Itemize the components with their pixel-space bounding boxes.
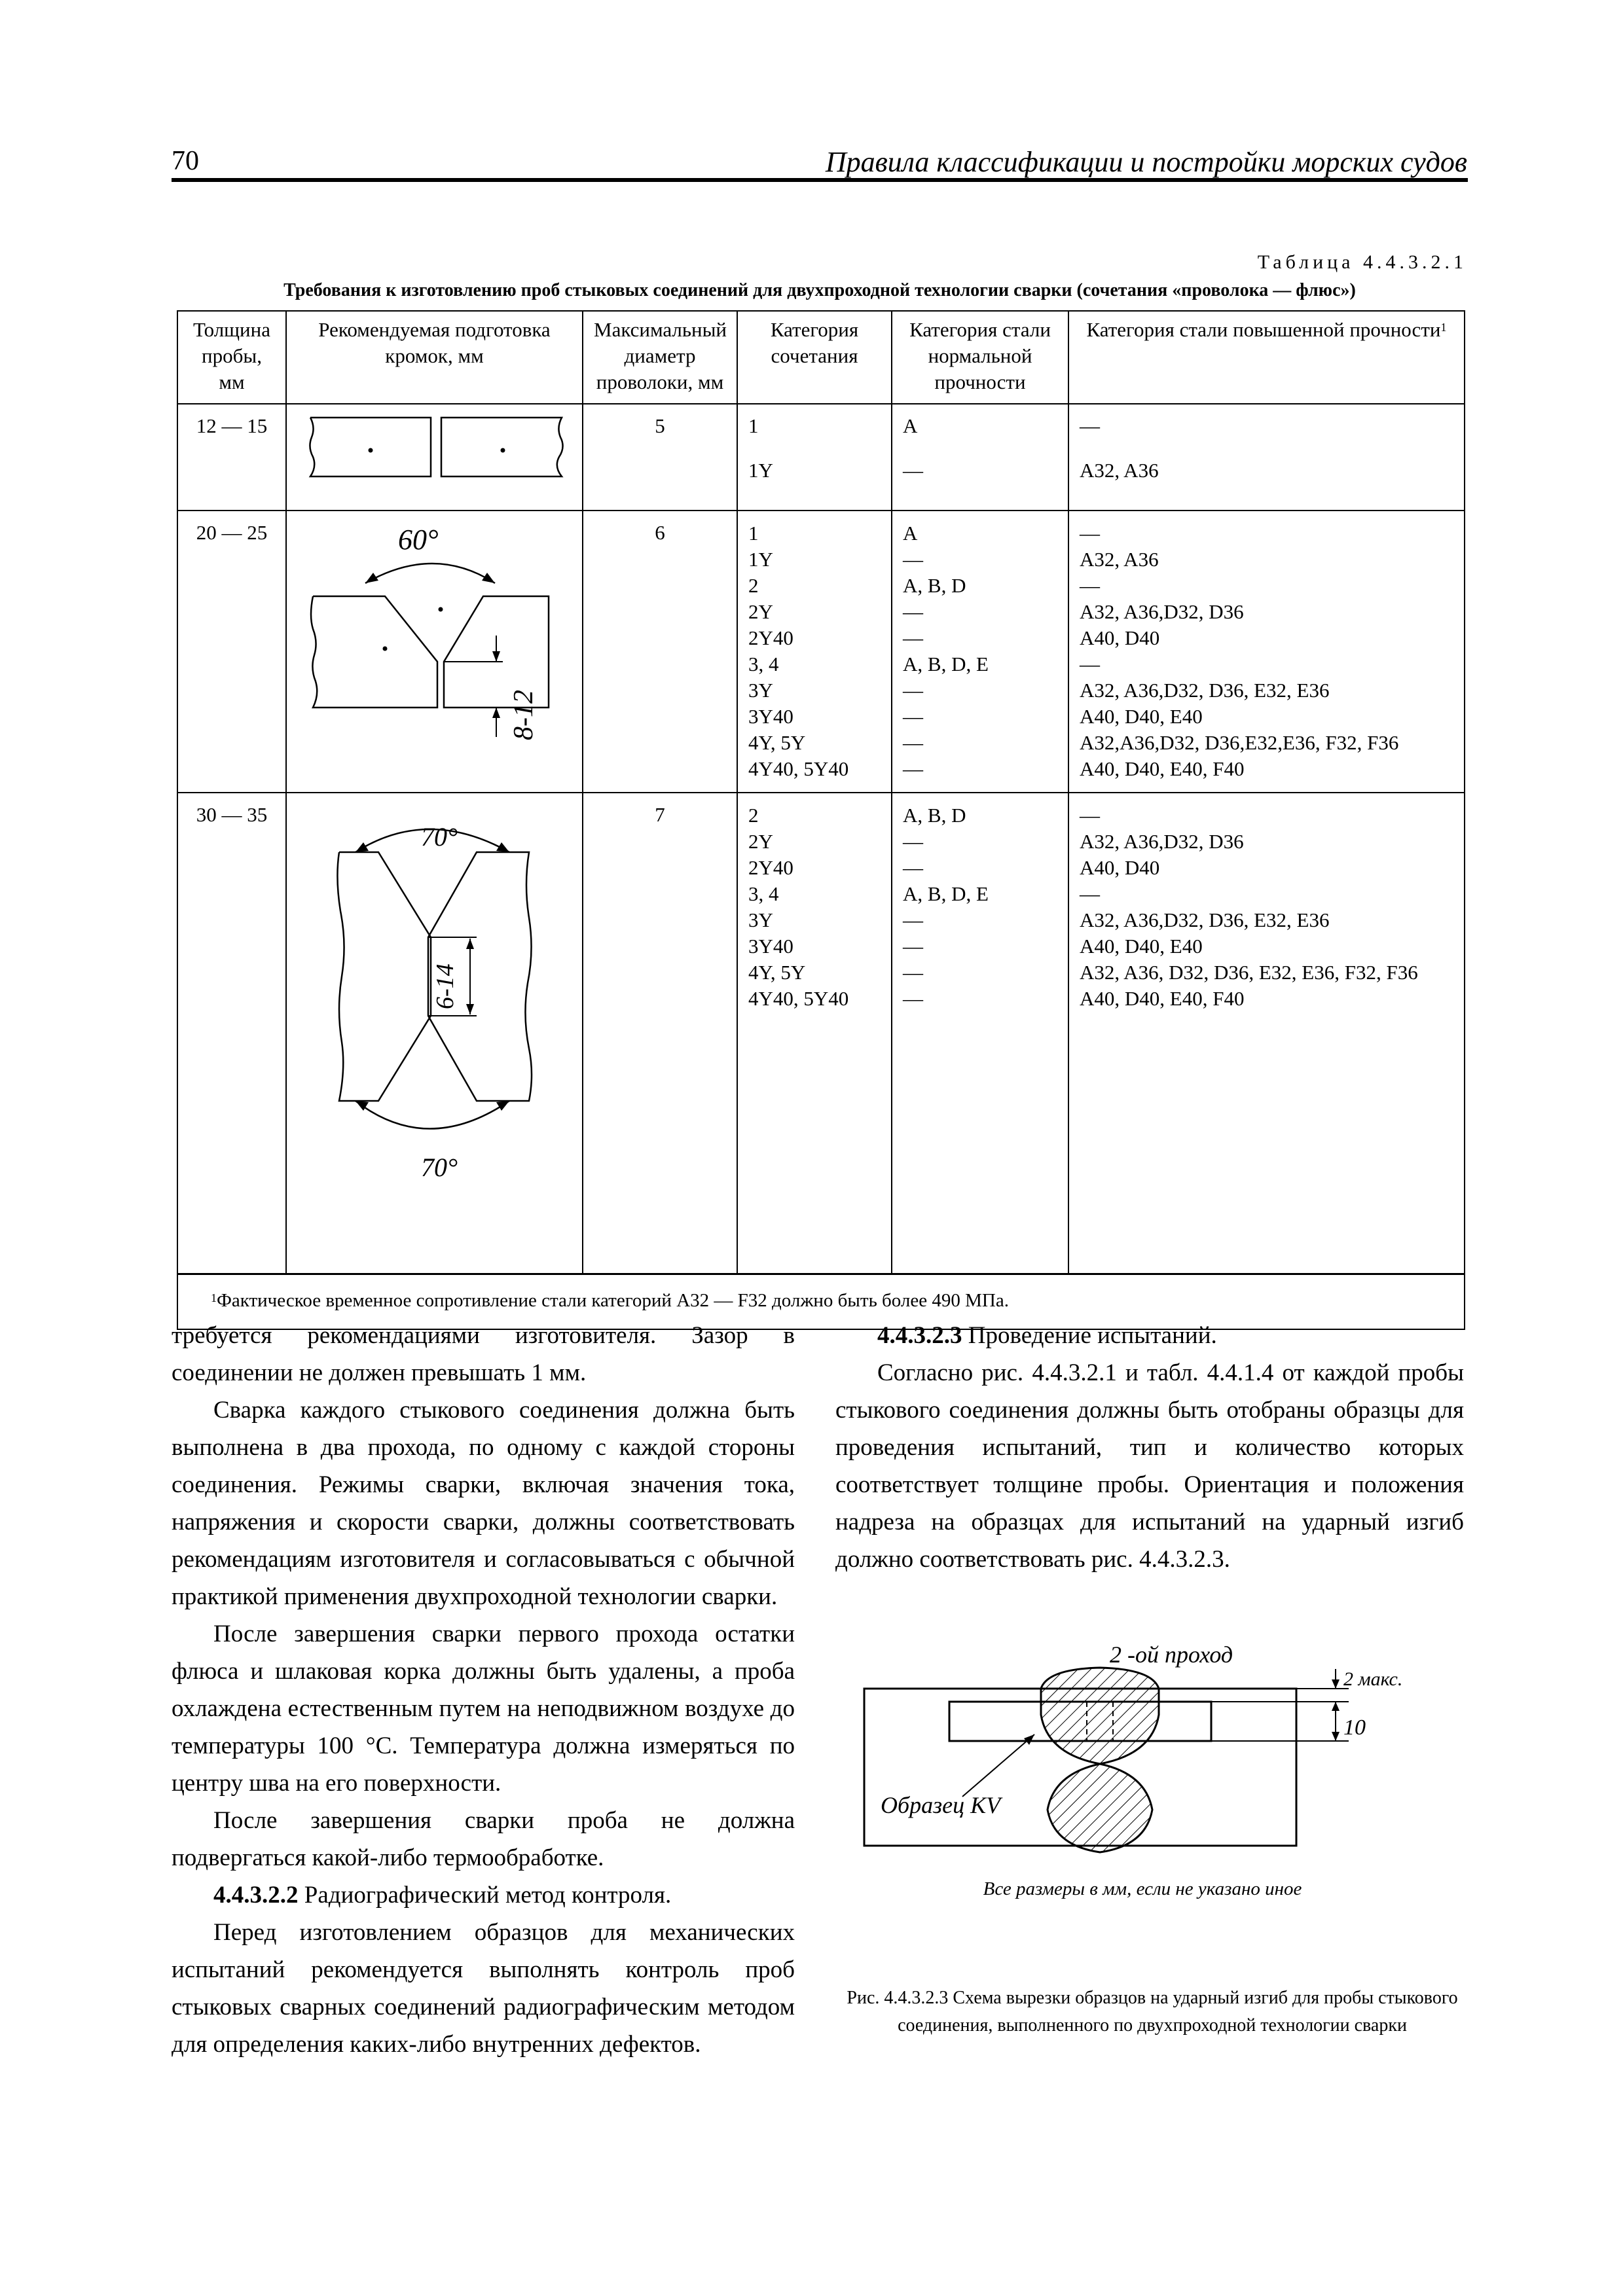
value: —: [1080, 414, 1100, 437]
cell-combination: [737, 511, 892, 793]
single-v-groove-diagram: [287, 511, 583, 786]
value: 1Y: [748, 459, 773, 482]
dim-10-label: 10: [1343, 1715, 1366, 1740]
cell-normal-steel: [892, 404, 1068, 511]
paragraph: Согласно рис. 4.4.3.2.1 и табл. 4.4.1.4 от каждой пробы стыкового соединения должны быть отобраны образцы для проведения испытаний, тип и количество которых соответствует толщине пробы. Ориентация и положения надреза на образцах для испытаний на ударный изгиб должно соответствовать рис. 4.4.3.2.3.: [835, 1359, 1464, 1573]
col-header-normal-steel: Категория стали нормальной прочности: [892, 311, 1068, 404]
value: —: [903, 908, 923, 931]
section-heading: 4.4.3.2.2 Радиографический метод контроля.: [213, 1882, 672, 1909]
cell-diameter: 6: [583, 511, 737, 793]
value: 4Y, 5Y: [748, 731, 806, 754]
angle-label-bottom: 70°: [421, 1153, 458, 1182]
paragraph: Сварка каждого стыкового соединения должна быть выполнена в два прохода, по одному с каждой стороны соединения. Режимы сварки, включая значения тока, напряжения и скорости сварки, должны соответствовать рекомендациям изготовителя и согласовываться с обычной практикой применения двухпроходной технологии сварки.: [172, 1397, 795, 1610]
value: 3Y: [748, 908, 773, 931]
cell-thickness: 12 — 15: [177, 404, 286, 511]
cell-high-steel: [1068, 511, 1465, 793]
value: A32, A36, D32, D36, E32, E36, F32, F36: [1080, 961, 1418, 984]
value: —: [903, 679, 923, 702]
value: —: [1080, 882, 1100, 905]
value: 4Y40, 5Y40: [748, 757, 849, 780]
value: 3, 4: [748, 653, 779, 675]
value: A32, A36,D32, D36, E32, E36: [1080, 908, 1330, 931]
value: —: [903, 731, 923, 754]
value: A32, A36,D32, D36, E32, E36: [1080, 679, 1330, 702]
page-number: 70: [172, 146, 199, 176]
value: 3, 4: [748, 882, 779, 905]
angle-label: 60°: [398, 524, 439, 556]
col-header-diameter: Максимальный диаметр проволоки, мм: [583, 311, 737, 404]
value: A40, D40, E40: [1080, 705, 1203, 728]
figure-caption: Рис. 4.4.3.2.3 Схема вырезки образцов на ударный изгиб для пробы стыкового соединения, выполненного по двухпроходной технологии сварки: [847, 1988, 1458, 2036]
value: 3Y40: [748, 705, 793, 728]
value: —: [903, 626, 923, 649]
weld-pass-top: [1041, 1668, 1159, 1764]
value: 3Y: [748, 679, 773, 702]
value: —: [903, 548, 923, 571]
value: 1Y: [748, 548, 773, 571]
cell-high-steel: [1068, 404, 1465, 511]
value: A32, A36: [1080, 459, 1159, 482]
table-row: [177, 793, 1465, 1274]
value: 1: [748, 522, 759, 545]
second-pass-label: 2 -ой проход: [1110, 1641, 1233, 1668]
value: 2Y40: [748, 856, 793, 879]
right-column: [835, 1317, 1464, 1578]
value: A, B, D: [903, 574, 966, 597]
value: 2: [748, 574, 759, 597]
value: —: [903, 856, 923, 879]
col-header-combination: Категория сочетания: [737, 311, 892, 404]
running-title: Правила классификации и постройки морских судов: [825, 146, 1467, 178]
table-footnote: $^1$Фактическое временное сопротивление стали категорий A32 — F32 должно быть более 490 МПа.: [177, 1274, 1465, 1330]
double-v-groove-diagram: [287, 793, 583, 1267]
value: 2: [748, 804, 759, 827]
angle-label-top: 70°: [421, 822, 458, 852]
value: —: [1080, 653, 1100, 675]
value: —: [903, 987, 923, 1010]
table-row: [177, 511, 1465, 793]
paragraph: Перед изготовлением образцов для механических испытаний рекомендуется выполнять контроль проб стыковых сварных соединений радиографическим методом для определения каких-либо внутренних дефектов.: [172, 1919, 795, 2058]
table-header-row: [177, 311, 1465, 404]
value: —: [903, 600, 923, 623]
value: —: [1080, 574, 1100, 597]
value: A32, A36: [1080, 548, 1159, 571]
value: —: [903, 961, 923, 984]
value: A32, A36,D32, D36: [1080, 830, 1244, 853]
value: —: [1080, 804, 1100, 827]
paragraph: После завершения сварки первого прохода остатки флюса и шлаковая корка должны быть удалены, а проба охлаждена естественным путем на неподвижном воздухе до температуры 100 °С. Температура должна измеряться по центру шва на его поверхности.: [172, 1621, 795, 1797]
value: A: [903, 522, 918, 545]
section-heading: 4.4.3.2.3 Проведение испытаний.: [877, 1322, 1217, 1349]
value: A, B, D: [903, 804, 966, 827]
col-header-high-steel: Категория стали повышенной прочности$^1$: [1068, 311, 1465, 404]
value: 4Y40, 5Y40: [748, 987, 849, 1010]
cell-combination: [737, 404, 892, 511]
value: A32,A36,D32, D36,E32,E36, F32, F36: [1080, 731, 1399, 754]
value: 4Y, 5Y: [748, 961, 806, 984]
weld-pass-bottom: [1048, 1764, 1152, 1852]
dimension-label: 6-14: [431, 963, 459, 1009]
cell-edge-prep-figure: [286, 511, 583, 793]
value: A40, D40, E40, F40: [1080, 987, 1245, 1010]
value: 2Y40: [748, 626, 793, 649]
cell-edge-prep-figure: [286, 793, 583, 1274]
left-column: [172, 1317, 795, 2063]
value: A32, A36,D32, D36: [1080, 600, 1244, 623]
value: 2Y: [748, 830, 773, 853]
cell-thickness: 30 — 35: [177, 793, 286, 1274]
paragraph: требуется рекомендациями изготовителя. Зазор в соединении не должен превышать 1 мм.: [172, 1322, 795, 1386]
max-2-label: 2 макс.: [1343, 1668, 1403, 1690]
value: A, B, D, E: [903, 882, 989, 905]
paragraph: После завершения сварки проба не должна подвергаться какой-либо термообработке.: [172, 1807, 795, 1871]
table-caption: Требования к изготовлению проб стыковых соединений для двухпроходной технологии сварки (сочетания «проволока — флюс»): [283, 280, 1356, 300]
cell-combination: [737, 793, 892, 1274]
square-edge-diagram: [287, 404, 583, 504]
cell-high-steel: [1068, 793, 1465, 1274]
value: —: [903, 830, 923, 853]
value: 3Y40: [748, 935, 793, 958]
value: A40, D40, E40: [1080, 935, 1203, 958]
cell-diameter: 5: [583, 404, 737, 511]
value: —: [903, 705, 923, 728]
figure-note: Все размеры в мм, если не указано иное: [983, 1878, 1302, 1899]
cell-normal-steel: [892, 793, 1068, 1274]
value: —: [903, 757, 923, 780]
specimen-label: Образец KV: [881, 1792, 1001, 1818]
col-header-thickness: Толщина пробы, мм: [177, 311, 286, 404]
value: 1: [748, 414, 759, 437]
value: —: [903, 459, 923, 482]
table-row: [177, 404, 1465, 511]
requirements-table: [177, 310, 1465, 1330]
col-header-preparation: Рекомендуемая подготовка кромок, мм: [286, 311, 583, 404]
table-number: Таблица 4.4.3.2.1: [1257, 251, 1467, 273]
value: A40, D40, E40, F40: [1080, 757, 1245, 780]
cell-normal-steel: [892, 511, 1068, 793]
cell-thickness: 20 — 25: [177, 511, 286, 793]
dimension-label: 8-12: [509, 690, 539, 740]
value: A40, D40: [1080, 856, 1160, 879]
value: —: [903, 935, 923, 958]
value: —: [1080, 522, 1100, 545]
value: A, B, D, E: [903, 653, 989, 675]
impact-specimen-figure: [851, 1636, 1467, 1872]
header-rule: [172, 178, 1468, 182]
cell-edge-prep-figure: [286, 404, 583, 511]
value: A40, D40: [1080, 626, 1160, 649]
value: 2Y: [748, 600, 773, 623]
value: A: [903, 414, 918, 437]
cell-diameter: 7: [583, 793, 737, 1274]
